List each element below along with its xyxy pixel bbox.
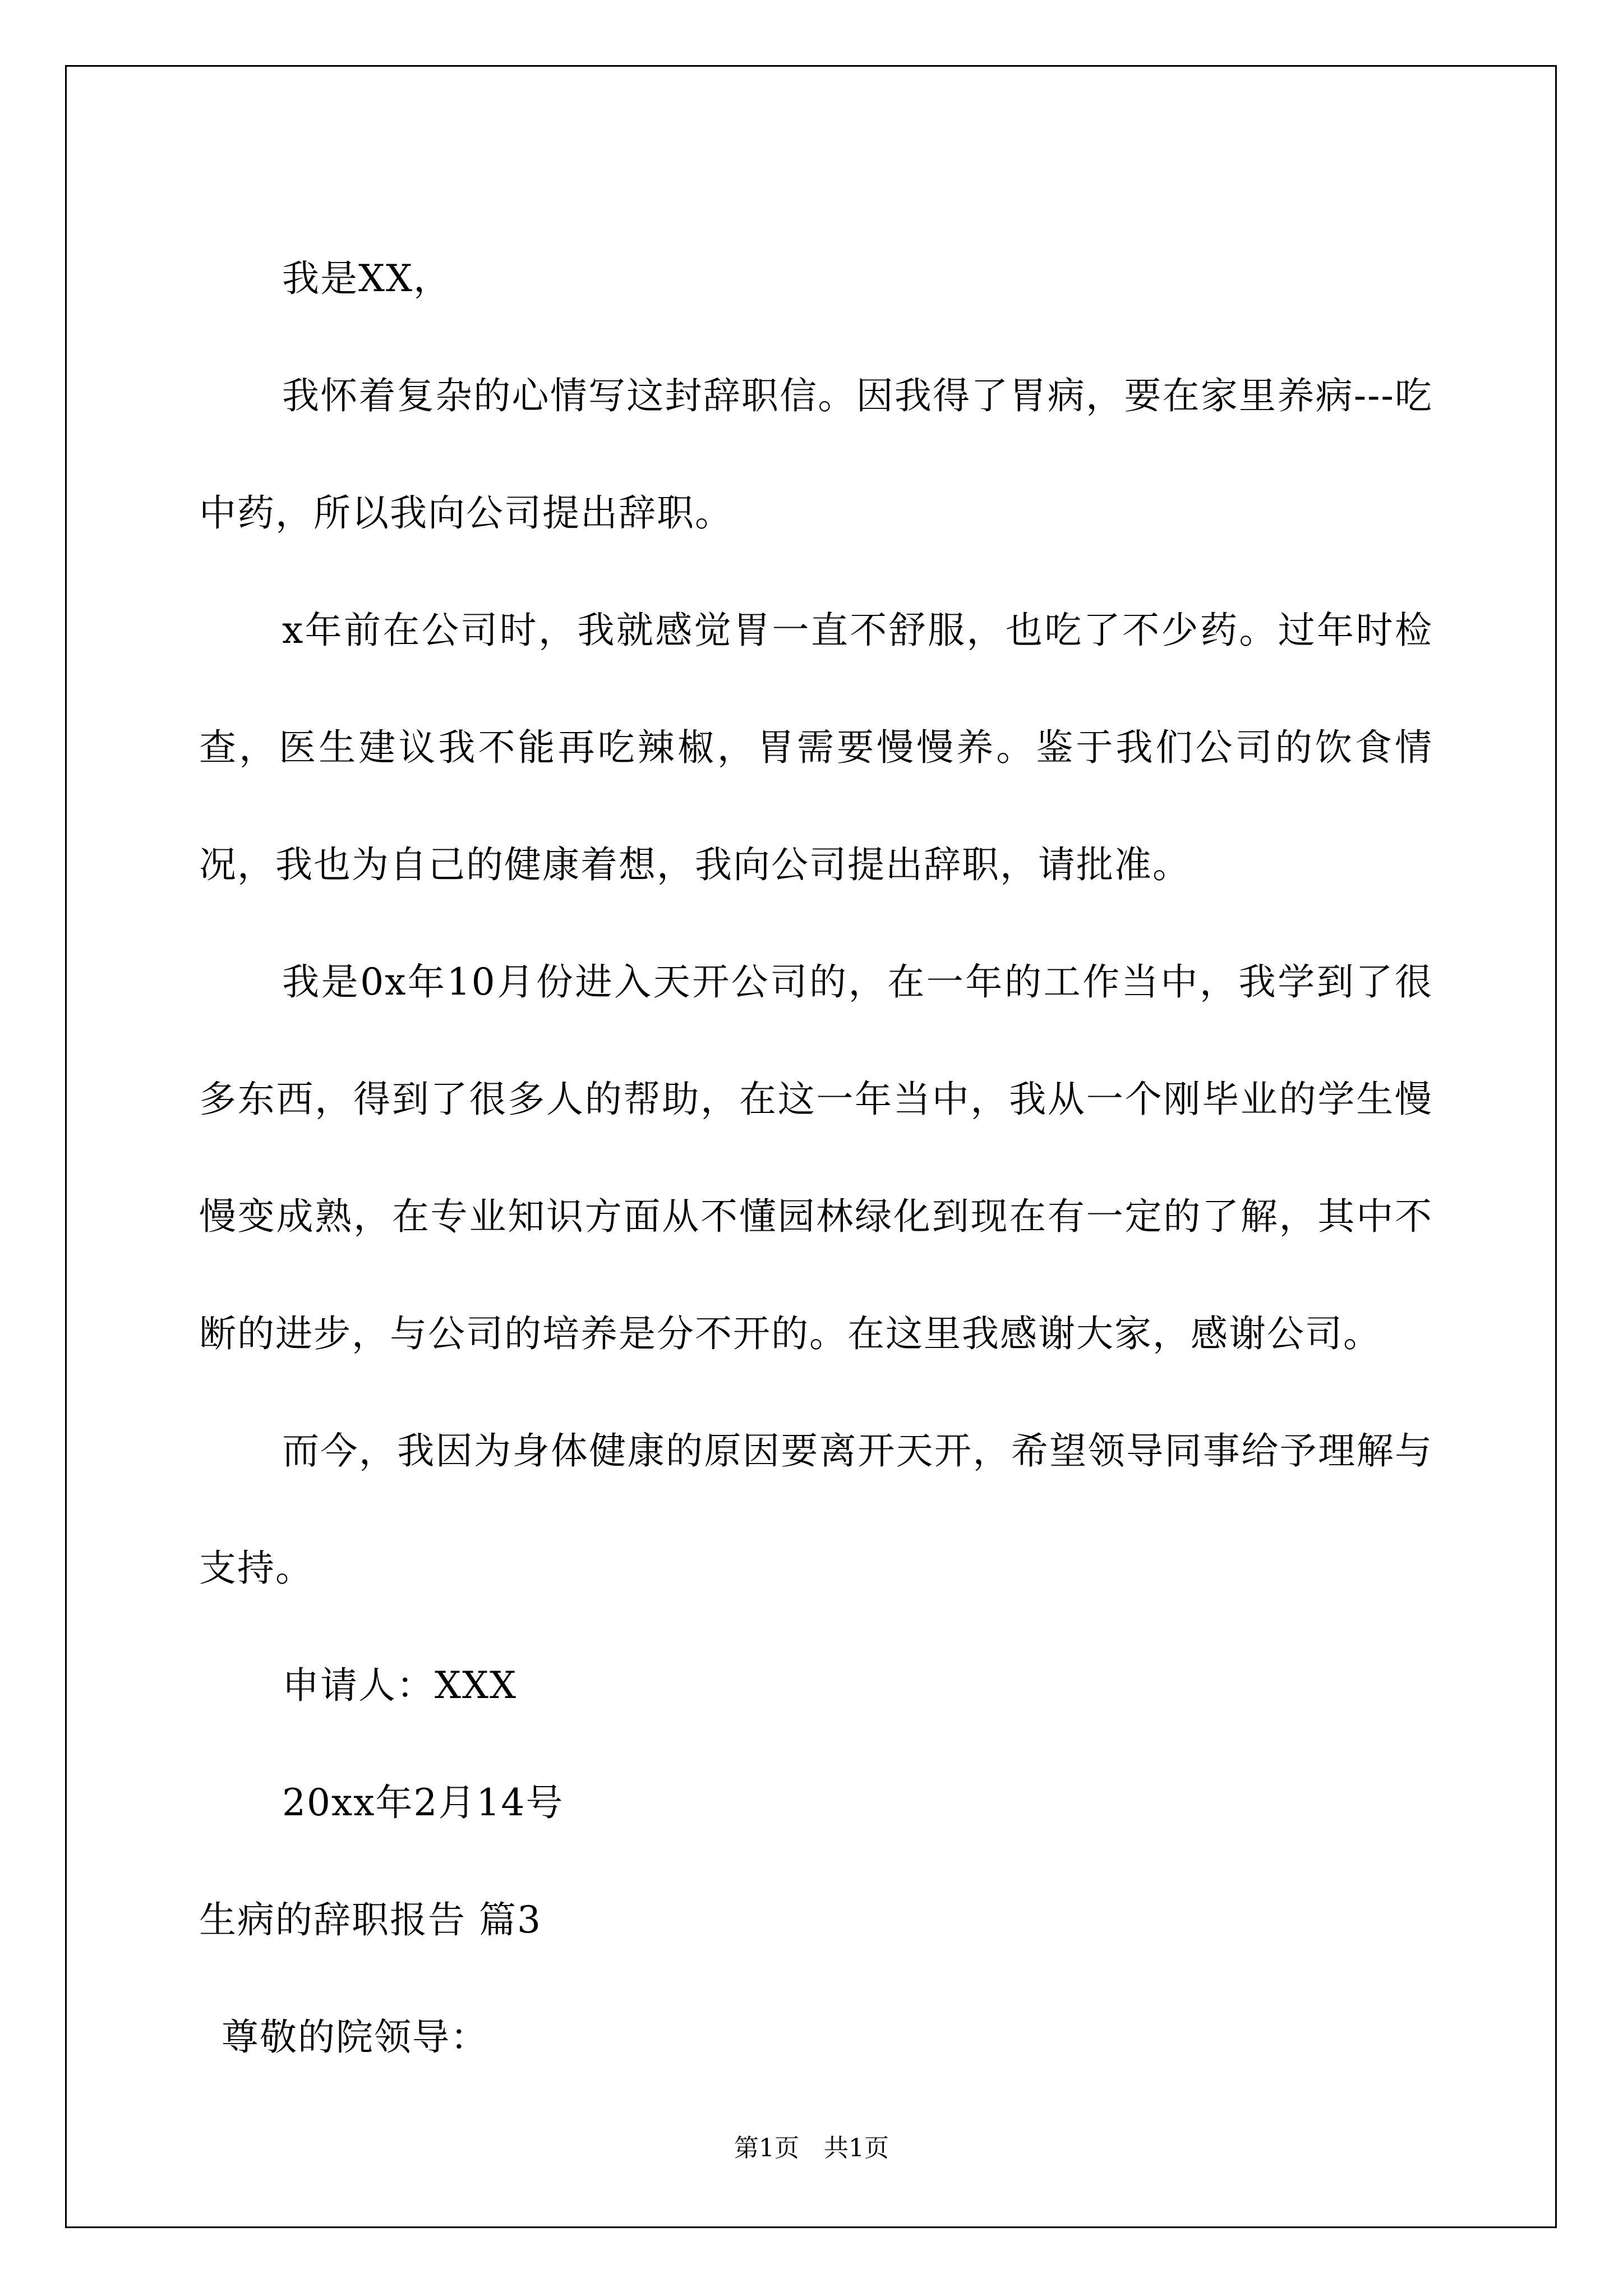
document-body — [199, 220, 1433, 2096]
paragraph-reason: 我怀着复杂的心情写这封辞职信。因我得了胃病，要在家里养病---吃中药，所以我向公司提出辞职。 — [199, 374, 1433, 535]
section-heading: 生病的辞职报告 篇3 — [199, 1898, 542, 1941]
applicant-signature: 申请人：XXX — [282, 1664, 517, 1707]
greeting: 我是XX， — [282, 257, 451, 300]
paragraph-farewell: 而今，我因为身体健康的原因要离开天开，希望领导同事给予理解与支持。 — [199, 1429, 1433, 1590]
paragraph-gratitude: 我是0x年10月份进入天开公司的，在一年的工作当中，我学到了很多东西，得到了很多人的帮助，在这一年当中，我从一个刚毕业的学生慢慢变成熟，在专业知识方面从不懂园林绿化到现在有一定的了解，其中不断的进步，与公司的培养是分不开的。在这里我感谢大家，感谢公司。 — [199, 960, 1433, 1355]
letter-date: 20xx年2月14号 — [282, 1781, 564, 1824]
paragraph-health: x年前在公司时，我就感觉胃一直不舒服，也吃了不少药。过年时检查，医生建议我不能再吃辣椒，胃需要慢慢养。鉴于我们公司的饮食情况，我也为自己的健康着想，我向公司提出辞职，请批准。 — [199, 609, 1433, 886]
page-footer: 第1页 共1页 — [734, 2134, 889, 2162]
next-salutation: 尊敬的院领导： — [222, 2016, 488, 2059]
